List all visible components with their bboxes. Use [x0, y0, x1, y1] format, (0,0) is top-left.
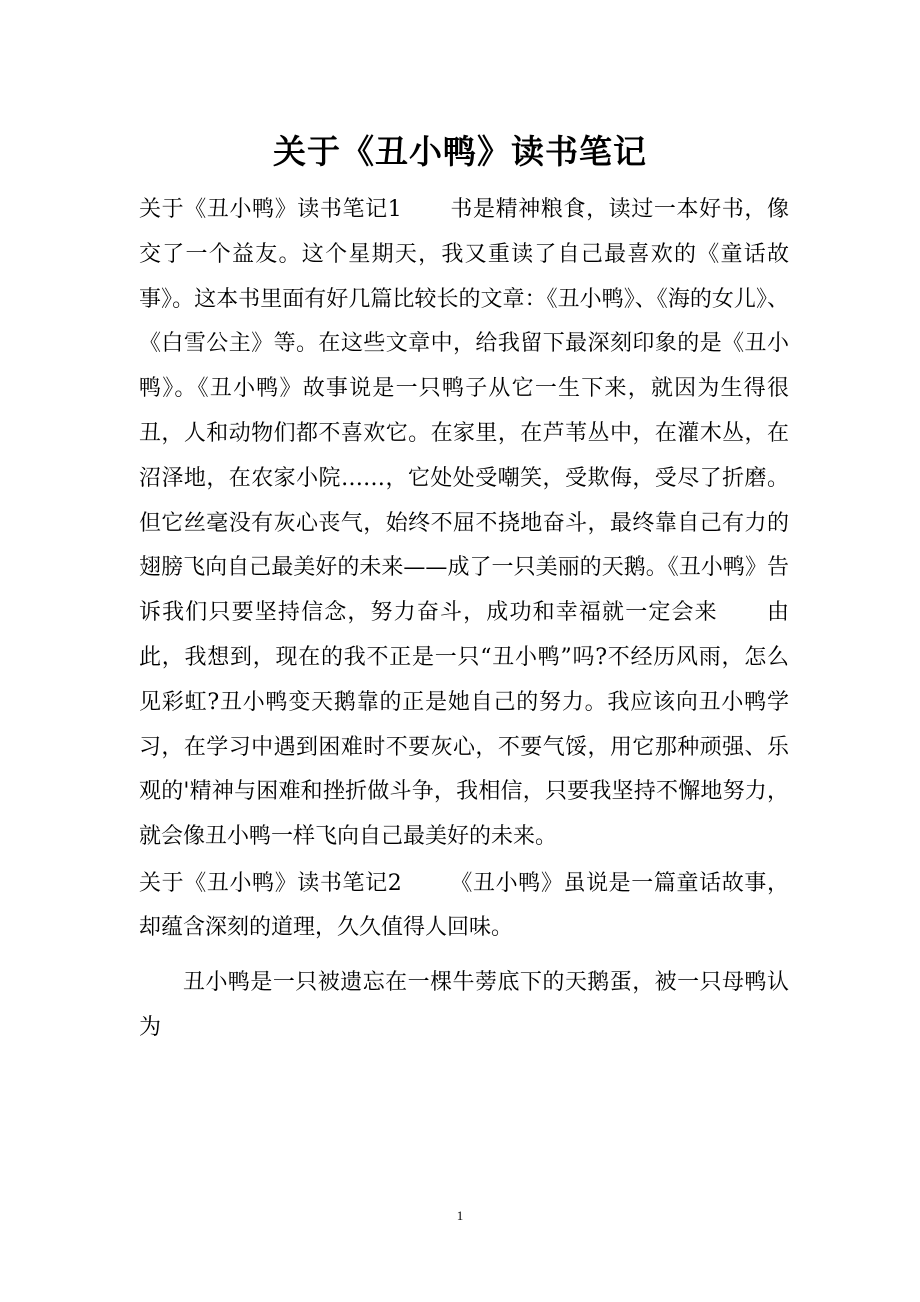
paragraph-section-1 — [139, 188, 789, 860]
section-1-text-continued: 由此，我想到，现在的我不正是一只“丑小鸭”吗?不经历风雨，怎么见彩虹?丑小鸭变天鹅靠的正是她自己的努力。我应该向丑小鸭学习，在学习中遇到困难时不要灰心，不要气馁，用它那种顽强、乐观的'精神与困难和挫折做斗争，我相信，只要我坚持不懈地努力，就会像丑小鸭一样飞向自己最美好的未来。 — [139, 600, 789, 850]
section-1-heading: 关于《丑小鸭》读书笔记1 — [139, 197, 402, 222]
paragraph-3: 丑小鸭是一只被遗忘在一棵牛蒡底下的天鹅蛋，被一只母鸭认为 — [139, 969, 789, 1040]
document-body — [139, 188, 789, 1051]
document-title: 关于《丑小鸭》读书笔记 — [273, 132, 647, 172]
page-number: 1 — [456, 1208, 464, 1223]
section-2-text: 《丑小鸭》虽说是一篇童话故事，却蕴含深刻的道理，久久值得人回味。 — [139, 870, 789, 940]
paragraph-section-2 — [139, 862, 789, 950]
section-2-heading: 关于《丑小鸭》读书笔记2 — [139, 870, 402, 896]
section-1-text: 书是精神粮食，读过一本好书，像交了一个益友。这个星期天，我又重读了自己最喜欢的《童话故事》。这本书里面有好几篇比较长的文章：《丑小鸭》、《海的女儿》、《白雪公主》等。在这些文章中，给我留下最深刻印象的是《丑小鸭》。《丑小鸭》故事说是一只鸭子从它一生下来，就因为生得很丑，人和动物们都不喜欢它。在家里，在芦苇丛中，在灌木丛，在沼泽地，在农家小院……，它处处受嘲笑，受欺侮，受尽了折磨。但它丝毫没有灰心丧气，始终不屈不挠地奋斗，最终靠自己有力的翅膀飞向自己最美好的未来——成了一只美丽的天鹅。《丑小鸭》告诉我们只要坚持信念，努力奋斗，成功和幸福就一定会来 — [139, 197, 789, 626]
